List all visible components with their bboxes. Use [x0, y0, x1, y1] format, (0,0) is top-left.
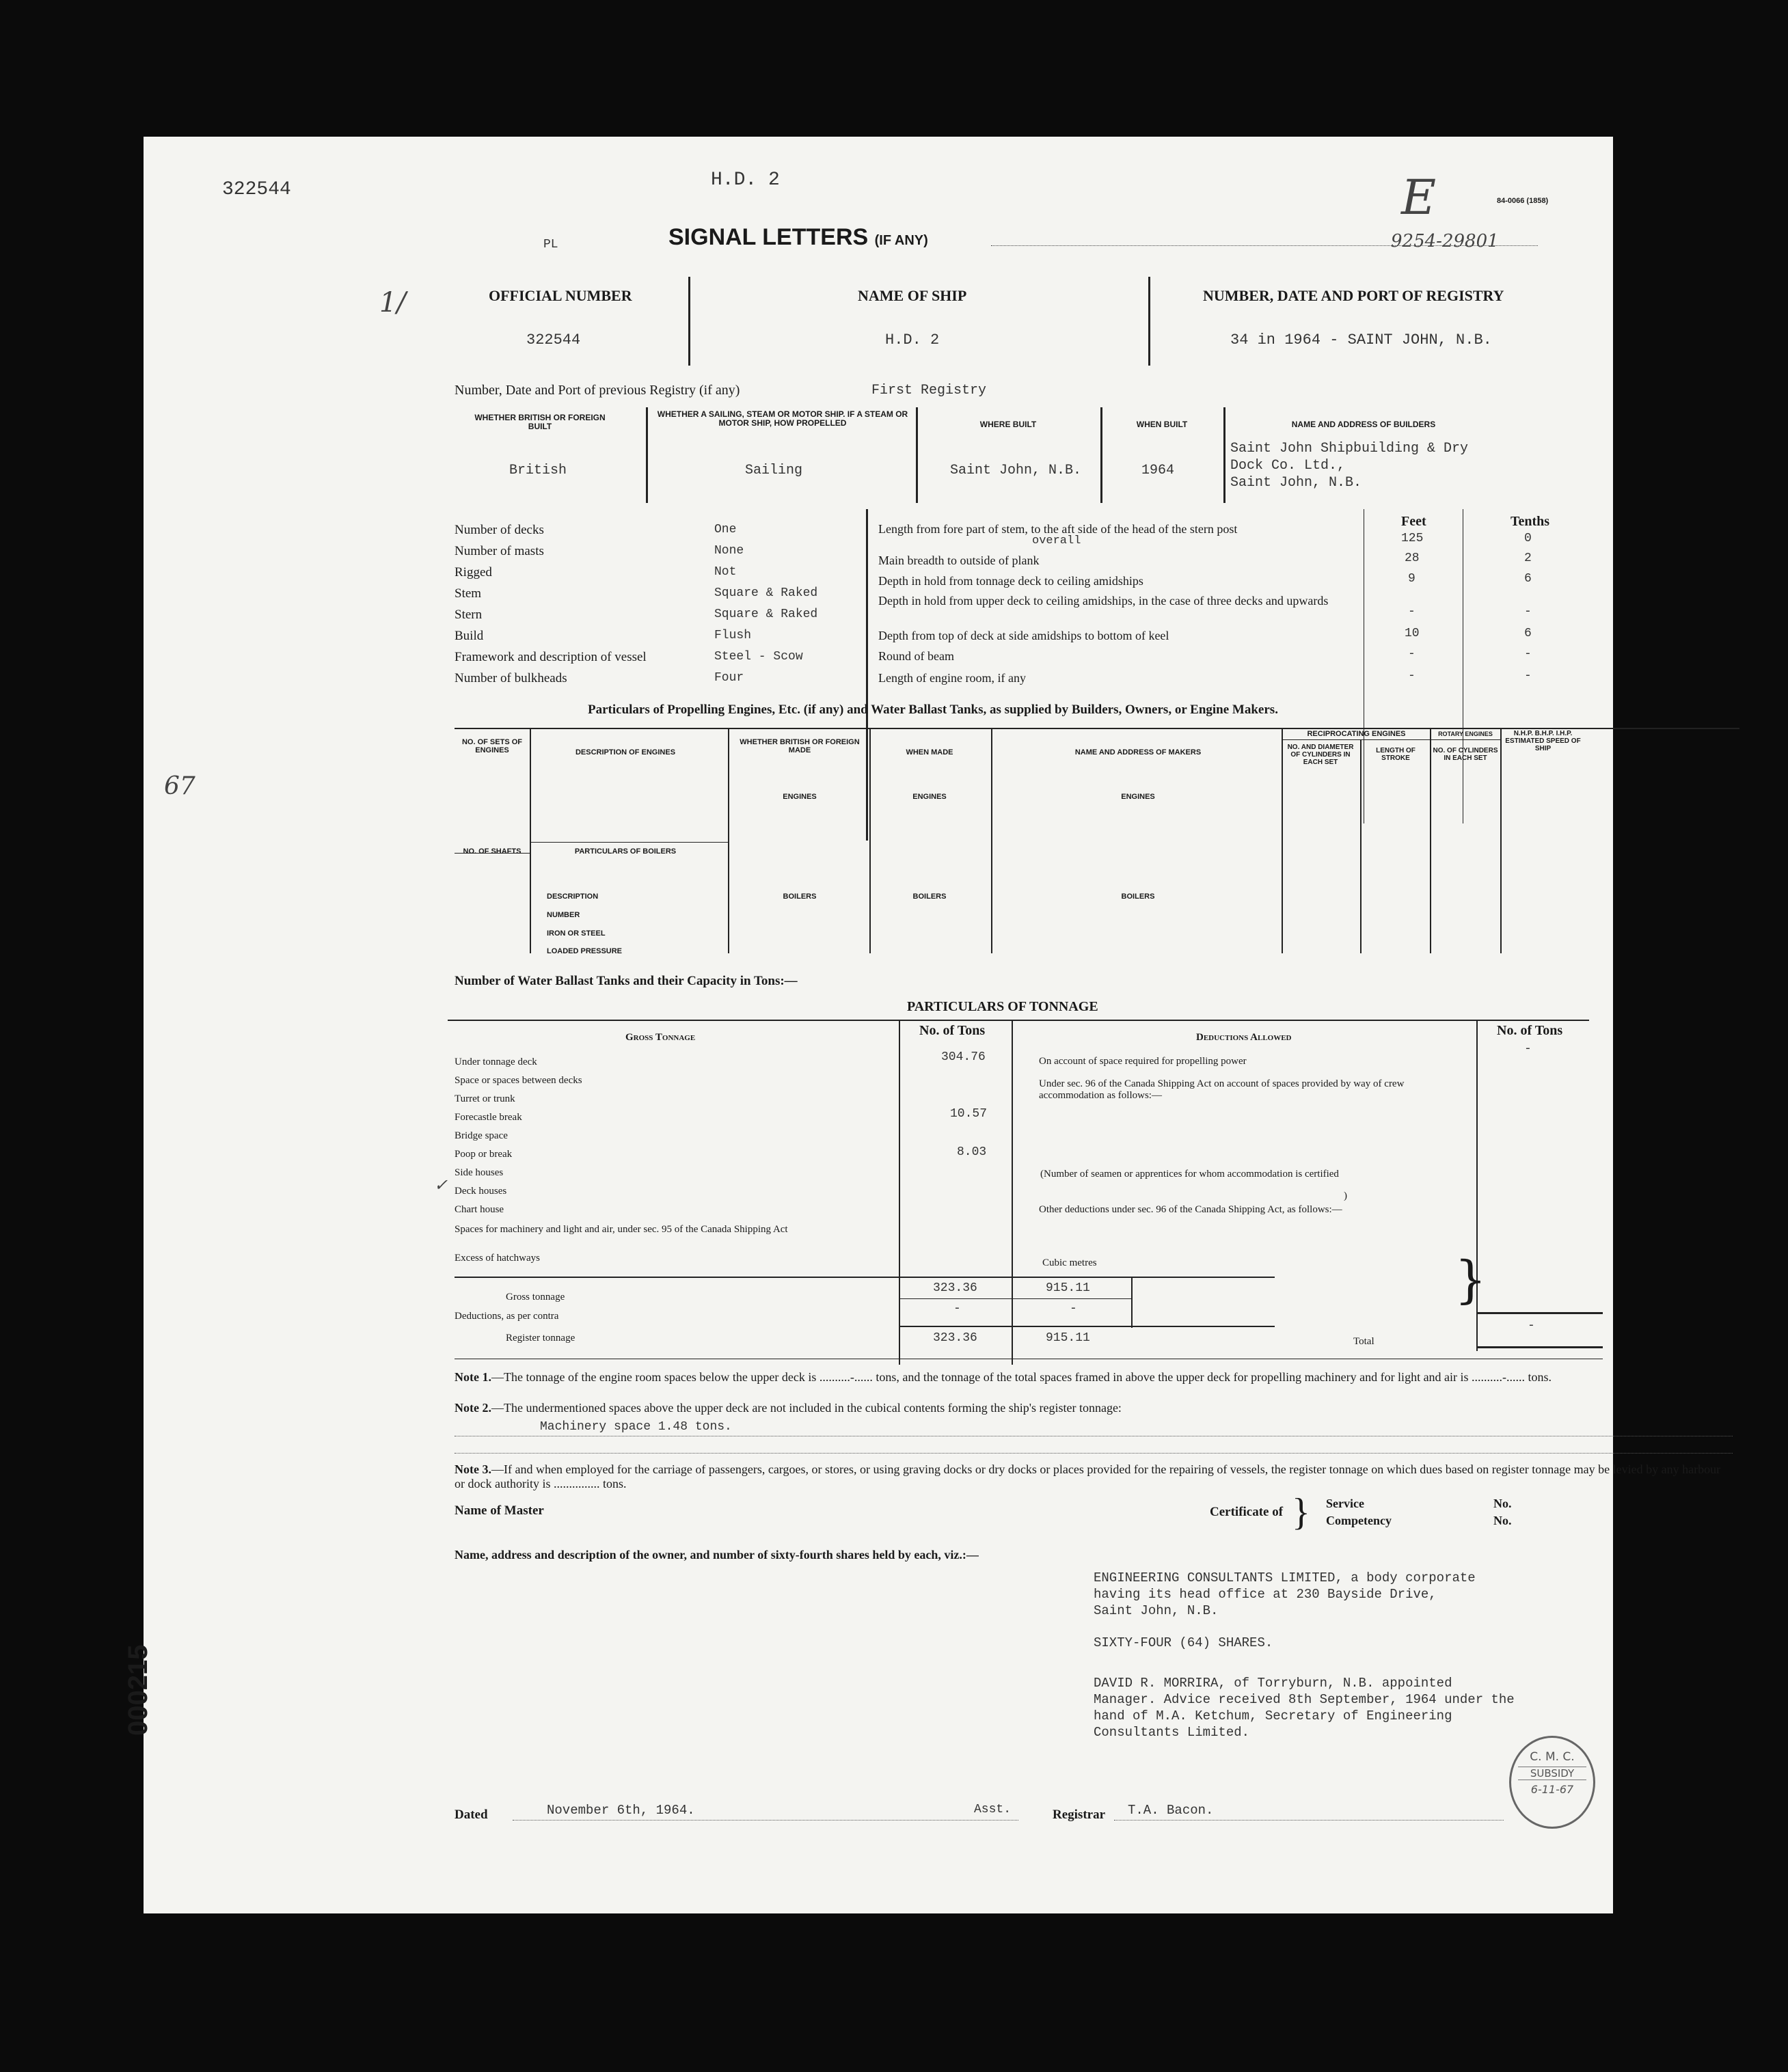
- particular-value: One: [714, 523, 737, 536]
- stamp-line: C. M. C.: [1530, 1750, 1575, 1764]
- gross-row: [455, 1203, 899, 1222]
- hand-letter: E: [1401, 169, 1437, 226]
- dim-feet: -: [1408, 605, 1416, 618]
- gross-tonnage: 323.36: [933, 1281, 977, 1295]
- owner-line: having its head office at 230 Bayside Drive,: [1094, 1587, 1437, 1602]
- register-tonnage: 323.36: [933, 1331, 977, 1345]
- note-2-text: —The undermentioned spaces above the upper deck are not included in the cubical contents forming the ship's register tonnage:: [491, 1401, 1122, 1415]
- gross-row: [455, 1145, 987, 1167]
- gross-label: Turret or trunk: [455, 1093, 515, 1104]
- gross-value: 8.03: [957, 1145, 987, 1159]
- official-number: 322544: [526, 331, 581, 349]
- col-builders: NAME AND ADDRESS OF BUILDERS: [1291, 420, 1436, 429]
- gross-label: Poop or break: [455, 1149, 513, 1160]
- col-desc: DESCRIPTION OF ENGINES: [575, 748, 676, 756]
- note-3-prefix: Note 3.: [455, 1462, 491, 1476]
- ded-seamen: (Number of seamen or apprentices for whom accommodation is certified: [1040, 1169, 1339, 1180]
- gross-label: Forecastle break: [455, 1112, 522, 1123]
- divider: [866, 509, 868, 841]
- col-makers: NAME AND ADDRESS OF MAKERS: [1074, 748, 1202, 756]
- tons-header: No. of Tons: [919, 1023, 986, 1038]
- col-stroke: LENGTH OF STROKE: [1376, 747, 1416, 762]
- deductions-header: Deductions Allowed: [1196, 1032, 1292, 1043]
- divider: [1500, 728, 1502, 953]
- boilers-word: BOILERS: [1121, 892, 1155, 901]
- previous-registry: First Registry: [871, 383, 987, 398]
- gross-value: 304.76: [941, 1050, 986, 1064]
- boiler-row: LOADED PRESSURE: [547, 947, 623, 955]
- ded-seamen-close: ): [1344, 1190, 1347, 1201]
- gross-value: 10.57: [950, 1107, 988, 1121]
- gross-row: [455, 1252, 899, 1270]
- divider: [1100, 407, 1102, 503]
- divider: [646, 407, 648, 503]
- particular-value: Flush: [714, 629, 752, 642]
- gross-header: Gross Tonnage: [625, 1032, 696, 1043]
- gross-row: [455, 1185, 899, 1203]
- dim-note: overall: [1032, 534, 1081, 547]
- builders-line: Dock Co. Ltd.,: [1230, 458, 1346, 474]
- col-sets: NO. OF SETS OF ENGINES: [461, 738, 522, 754]
- where-built: Saint John, N.B.: [950, 463, 1082, 478]
- signal-letters-label: SIGNAL LETTERS: [668, 224, 869, 250]
- registry-form: [123, 137, 1721, 1913]
- divider: [688, 277, 690, 366]
- dim-label: Depth in hold from upper deck to ceiling amidships, in the case of three decks and upwards: [878, 594, 1329, 608]
- dim-tenths: -: [1524, 669, 1532, 683]
- manager-line: Manager. Advice received 8th September, 1964 under the: [1094, 1692, 1515, 1707]
- signal-prefix: PL: [543, 238, 558, 251]
- gross-label: Under tonnage deck: [455, 1057, 537, 1067]
- rule: [448, 1020, 1589, 1021]
- particular-row: [455, 608, 1008, 629]
- side-stamp: 000215: [123, 1644, 153, 1736]
- gross-row: [455, 1130, 899, 1148]
- service-label: Service: [1326, 1497, 1364, 1510]
- particular-label: Build: [455, 629, 484, 643]
- divider: [530, 728, 531, 953]
- divider: [991, 728, 992, 953]
- owner-label: Name, address and description of the owner, and number of sixty-fourth shares held by each, viz.:—: [455, 1548, 979, 1562]
- gross-label: Chart house: [455, 1204, 504, 1215]
- rule: [455, 1277, 1275, 1278]
- service-no: No.: [1493, 1497, 1512, 1510]
- divider: [869, 728, 871, 953]
- particular-label: Number of bulkheads: [455, 671, 567, 685]
- particular-label: Rigged: [455, 565, 492, 580]
- divider: [916, 407, 918, 503]
- rule: [531, 842, 728, 843]
- stamp-line: 6-11-67: [1530, 1783, 1574, 1796]
- subsidy-stamp: [1509, 1736, 1595, 1829]
- divider: [1360, 739, 1362, 953]
- feet-label: Feet: [1401, 514, 1426, 529]
- gross-label: Deck houses: [455, 1186, 507, 1197]
- boilers-word: BOILERS: [783, 892, 817, 901]
- note-3-text: —If and when employed for the carriage of passengers, cargoes, or stores, or using graving docks or dry docks or places provided for the repairing of vessels, the register tonnage on which dues based on register tonnage may be levied by any harbour or dock authority is ............... tons.: [455, 1462, 1721, 1490]
- gross-row: [455, 1222, 899, 1252]
- gross-row: [455, 1167, 899, 1185]
- rule: [1114, 1819, 1504, 1821]
- col-recip: RECIPROCATING ENGINES: [1307, 730, 1406, 738]
- signal-letters-title: [668, 224, 928, 251]
- total-label: Total: [1353, 1336, 1374, 1347]
- dim-feet: 9: [1408, 572, 1416, 586]
- dim-feet: 28: [1405, 551, 1420, 565]
- ink-check: ✓: [434, 1175, 448, 1195]
- gross-cubic: 915.11: [1046, 1281, 1090, 1295]
- registry-port-label: NUMBER, DATE AND PORT OF REGISTRY: [1203, 287, 1504, 304]
- rule: [899, 1298, 1131, 1299]
- gross-row: [455, 1050, 986, 1074]
- col-rot-cyl: NO. OF CYLINDERS IN EACH SET: [1433, 747, 1498, 762]
- dim-feet: 125: [1401, 532, 1424, 545]
- signal-letters-suffix: (IF ANY): [874, 233, 928, 248]
- hand-mark-top: 1/: [379, 287, 406, 318]
- gross-label: Bridge space: [455, 1130, 508, 1141]
- competency-label: Competency: [1326, 1514, 1392, 1527]
- particular-label: Framework and description of vessel: [455, 650, 647, 664]
- owner-line: ENGINEERING CONSULTANTS LIMITED, a body corporate: [1094, 1570, 1476, 1585]
- divider: [899, 1020, 900, 1365]
- gross-label: Excess of hatchways: [455, 1253, 540, 1264]
- gross-label: Side houses: [455, 1167, 504, 1178]
- note-1-prefix: Note 1.: [455, 1370, 491, 1384]
- particular-value: Steel - Scow: [714, 650, 803, 664]
- official-number-label: OFFICIAL NUMBER: [489, 287, 632, 304]
- form-number: 84-0066 (1858): [1497, 197, 1549, 205]
- dim-tenths: -: [1524, 647, 1532, 661]
- divider: [1223, 407, 1225, 503]
- gross-row: [455, 1107, 988, 1130]
- gross-label: Space or spaces between decks: [455, 1075, 582, 1086]
- gross-rows: [455, 1050, 988, 1270]
- col-nhp: N.H.P. B.H.P. I.H.P. ESTIMATED SPEED OF SHIP: [1505, 730, 1581, 752]
- engines-word: ENGINES: [912, 793, 947, 801]
- divider: [1148, 277, 1150, 366]
- asst: Asst.: [974, 1803, 1012, 1816]
- owner-shares: SIXTY-FOUR (64) SHARES.: [1094, 1635, 1273, 1650]
- boilers-word: BOILERS: [912, 892, 947, 901]
- date: November 6th, 1964.: [547, 1803, 695, 1818]
- master-label: Name of Master: [455, 1503, 544, 1518]
- dim-tenths: -: [1524, 605, 1532, 618]
- divider: [1012, 1020, 1013, 1365]
- registrar: T.A. Bacon.: [1128, 1803, 1214, 1818]
- col-british-built: WHETHER BRITISH OR FOREIGN BUILT: [474, 413, 606, 431]
- particulars-list: [455, 523, 1008, 692]
- col-when-made: WHEN MADE: [906, 748, 953, 756]
- manager-line: DAVID R. MORRIRA, of Torryburn, N.B. appointed: [1094, 1676, 1452, 1691]
- dim-tenths: 0: [1524, 532, 1532, 545]
- stamp-line: SUBSIDY: [1518, 1767, 1586, 1780]
- note-2-prefix: Note 2.: [455, 1401, 491, 1415]
- tons-right-header: No. of Tons: [1497, 1023, 1563, 1038]
- ballast-label: Number of Water Ballast Tanks and their Capacity in Tons:—: [455, 974, 798, 988]
- ded-crew: Under sec. 96 of the Canada Shipping Act on account of spaces provided by way of crew accommodation as follows:—: [1039, 1078, 1405, 1101]
- dim-tenths: 6: [1524, 627, 1532, 640]
- rule: [1476, 1346, 1603, 1348]
- tonnage-title: PARTICULARS OF TONNAGE: [907, 999, 1098, 1014]
- engines-title: Particulars of Propelling Engines, Etc. (if any) and Water Ballast Tanks, as supplied by Builders, Owners, or Engine Makers.: [588, 703, 1278, 717]
- note-3: [455, 1462, 1733, 1491]
- rule: [513, 1819, 1018, 1821]
- register-cubic: 915.11: [1046, 1331, 1090, 1345]
- note-2: [455, 1401, 1122, 1415]
- total-value: -: [1528, 1319, 1535, 1333]
- dim-label: Depth from top of deck at side amidships to bottom of keel: [878, 629, 1169, 642]
- dim-feet: 10: [1405, 627, 1420, 640]
- boiler-row: IRON OR STEEL: [547, 929, 606, 938]
- col-when-built: WHEN BUILT: [1136, 420, 1188, 429]
- divider: [728, 728, 729, 953]
- dim-label: Length of engine room, if any: [878, 671, 1026, 685]
- col-boilers: PARTICULARS OF BOILERS: [574, 847, 677, 856]
- dim-label: Round of beam: [878, 649, 954, 663]
- file-number: 322544: [222, 179, 291, 200]
- particular-value: Square & Raked: [714, 586, 818, 600]
- dim-tenths: 2: [1524, 551, 1532, 565]
- builders-line: Saint John Shipbuilding & Dry: [1230, 441, 1469, 456]
- dim-feet: -: [1408, 669, 1416, 683]
- hand-ref: 9254-29801: [1391, 231, 1499, 251]
- deductions-value: -: [953, 1302, 961, 1316]
- particular-value: Square & Raked: [714, 608, 818, 621]
- dim-label: Main breadth to outside of plank: [878, 554, 1040, 567]
- particular-label: Number of decks: [455, 523, 544, 537]
- gross-row: [455, 1074, 899, 1093]
- deductions-cubic: -: [1070, 1302, 1077, 1316]
- register-label: Register tonnage: [506, 1333, 575, 1344]
- engines-word: ENGINES: [783, 793, 817, 801]
- particular-value: Four: [714, 671, 744, 685]
- engines-word: ENGINES: [1121, 793, 1155, 801]
- previous-registry-label: Number, Date and Port of previous Registry (if any): [455, 383, 740, 398]
- col-british-made: WHETHER BRITISH OR FOREIGN MADE: [740, 738, 860, 754]
- col-shafts: NO. OF SHAFTS: [463, 847, 522, 856]
- certificate-label: Certificate of: [1210, 1505, 1284, 1519]
- note-1: [455, 1370, 1733, 1385]
- cert-brace: }: [1292, 1491, 1310, 1533]
- gross-row: [455, 1093, 899, 1111]
- manager-line: hand of M.A. Ketchum, Secretary of Engineering: [1094, 1708, 1452, 1723]
- boiler-row: DESCRIPTION: [547, 892, 599, 901]
- particular-value: None: [714, 544, 744, 558]
- registrar-label: Registrar: [1053, 1808, 1106, 1822]
- boiler-row: NUMBER: [547, 911, 580, 919]
- gross-label: Spaces for machinery and light and air, under sec. 95 of the Canada Shipping Act: [455, 1224, 788, 1235]
- col-cyl: NO. AND DIAMETER OF CYLINDERS IN EACH SET: [1287, 744, 1354, 766]
- ded-propelling-value: -: [1524, 1042, 1532, 1056]
- ded-other: Other deductions under sec. 96 of the Canada Shipping Act, as follows:—: [1039, 1204, 1342, 1215]
- rule: [1476, 1312, 1603, 1314]
- registry-port: 34 in 1964 - SAINT JOHN, N.B.: [1230, 331, 1492, 349]
- particular-value: Not: [714, 565, 737, 579]
- manager-line: Consultants Limited.: [1094, 1725, 1250, 1740]
- ship-code: H.D. 2: [711, 169, 780, 191]
- rule: [455, 1435, 1733, 1436]
- col-rotary: ROTARY ENGINES: [1438, 731, 1493, 737]
- brace: }: [1454, 1251, 1487, 1309]
- particular-label: Stern: [455, 608, 483, 622]
- cubic-label: Cubic metres: [1042, 1257, 1097, 1268]
- ship-name: H.D. 2: [885, 331, 940, 349]
- ded-propelling: On account of space required for propelling power: [1039, 1056, 1247, 1067]
- ship-name-label: NAME OF SHIP: [858, 287, 967, 304]
- particular-label: Stem: [455, 586, 482, 601]
- rule: [899, 1326, 1275, 1327]
- dim-feet: -: [1408, 647, 1416, 661]
- col-where-built: WHERE BUILT: [979, 420, 1037, 429]
- note-1-text: —The tonnage of the engine room spaces below the upper deck is ..........-...... tons, and the tonnage of the total spaces framed in above the upper deck for propelling machinery and for light and air is ..........-...... tons.: [491, 1370, 1552, 1384]
- rule: [455, 728, 1739, 729]
- competency-no: No.: [1493, 1514, 1512, 1527]
- builders-line: Saint John, N.B.: [1230, 475, 1362, 491]
- dim-label: Length from fore part of stem, to the aft side of the head of the stern post: [878, 522, 1238, 536]
- deductions-label: Deductions, as per contra: [455, 1311, 559, 1322]
- when-built: 1964: [1141, 463, 1175, 478]
- note-2-value: Machinery space 1.48 tons.: [540, 1420, 732, 1434]
- dated-label: Dated: [455, 1808, 488, 1822]
- sailing: Sailing: [745, 463, 803, 478]
- dim-tenths: 6: [1524, 572, 1532, 586]
- tenths-label: Tenths: [1511, 514, 1550, 529]
- hand-mark-left: 67: [164, 772, 195, 800]
- rule: [455, 1452, 1733, 1454]
- british-built: British: [509, 463, 567, 478]
- particular-label: Number of masts: [455, 544, 544, 558]
- rule: [1283, 739, 1500, 740]
- gross-tonnage-label: Gross tonnage: [506, 1292, 565, 1303]
- col-sailing: WHETHER A SAILING, STEAM OR MOTOR SHIP. IF A STEAM OR MOTOR SHIP, HOW PROPELLED: [657, 409, 908, 428]
- divider: [1131, 1277, 1133, 1328]
- owner-line: Saint John, N.B.: [1094, 1603, 1219, 1618]
- dim-label: Depth in hold from tonnage deck to ceiling amidships: [878, 574, 1143, 588]
